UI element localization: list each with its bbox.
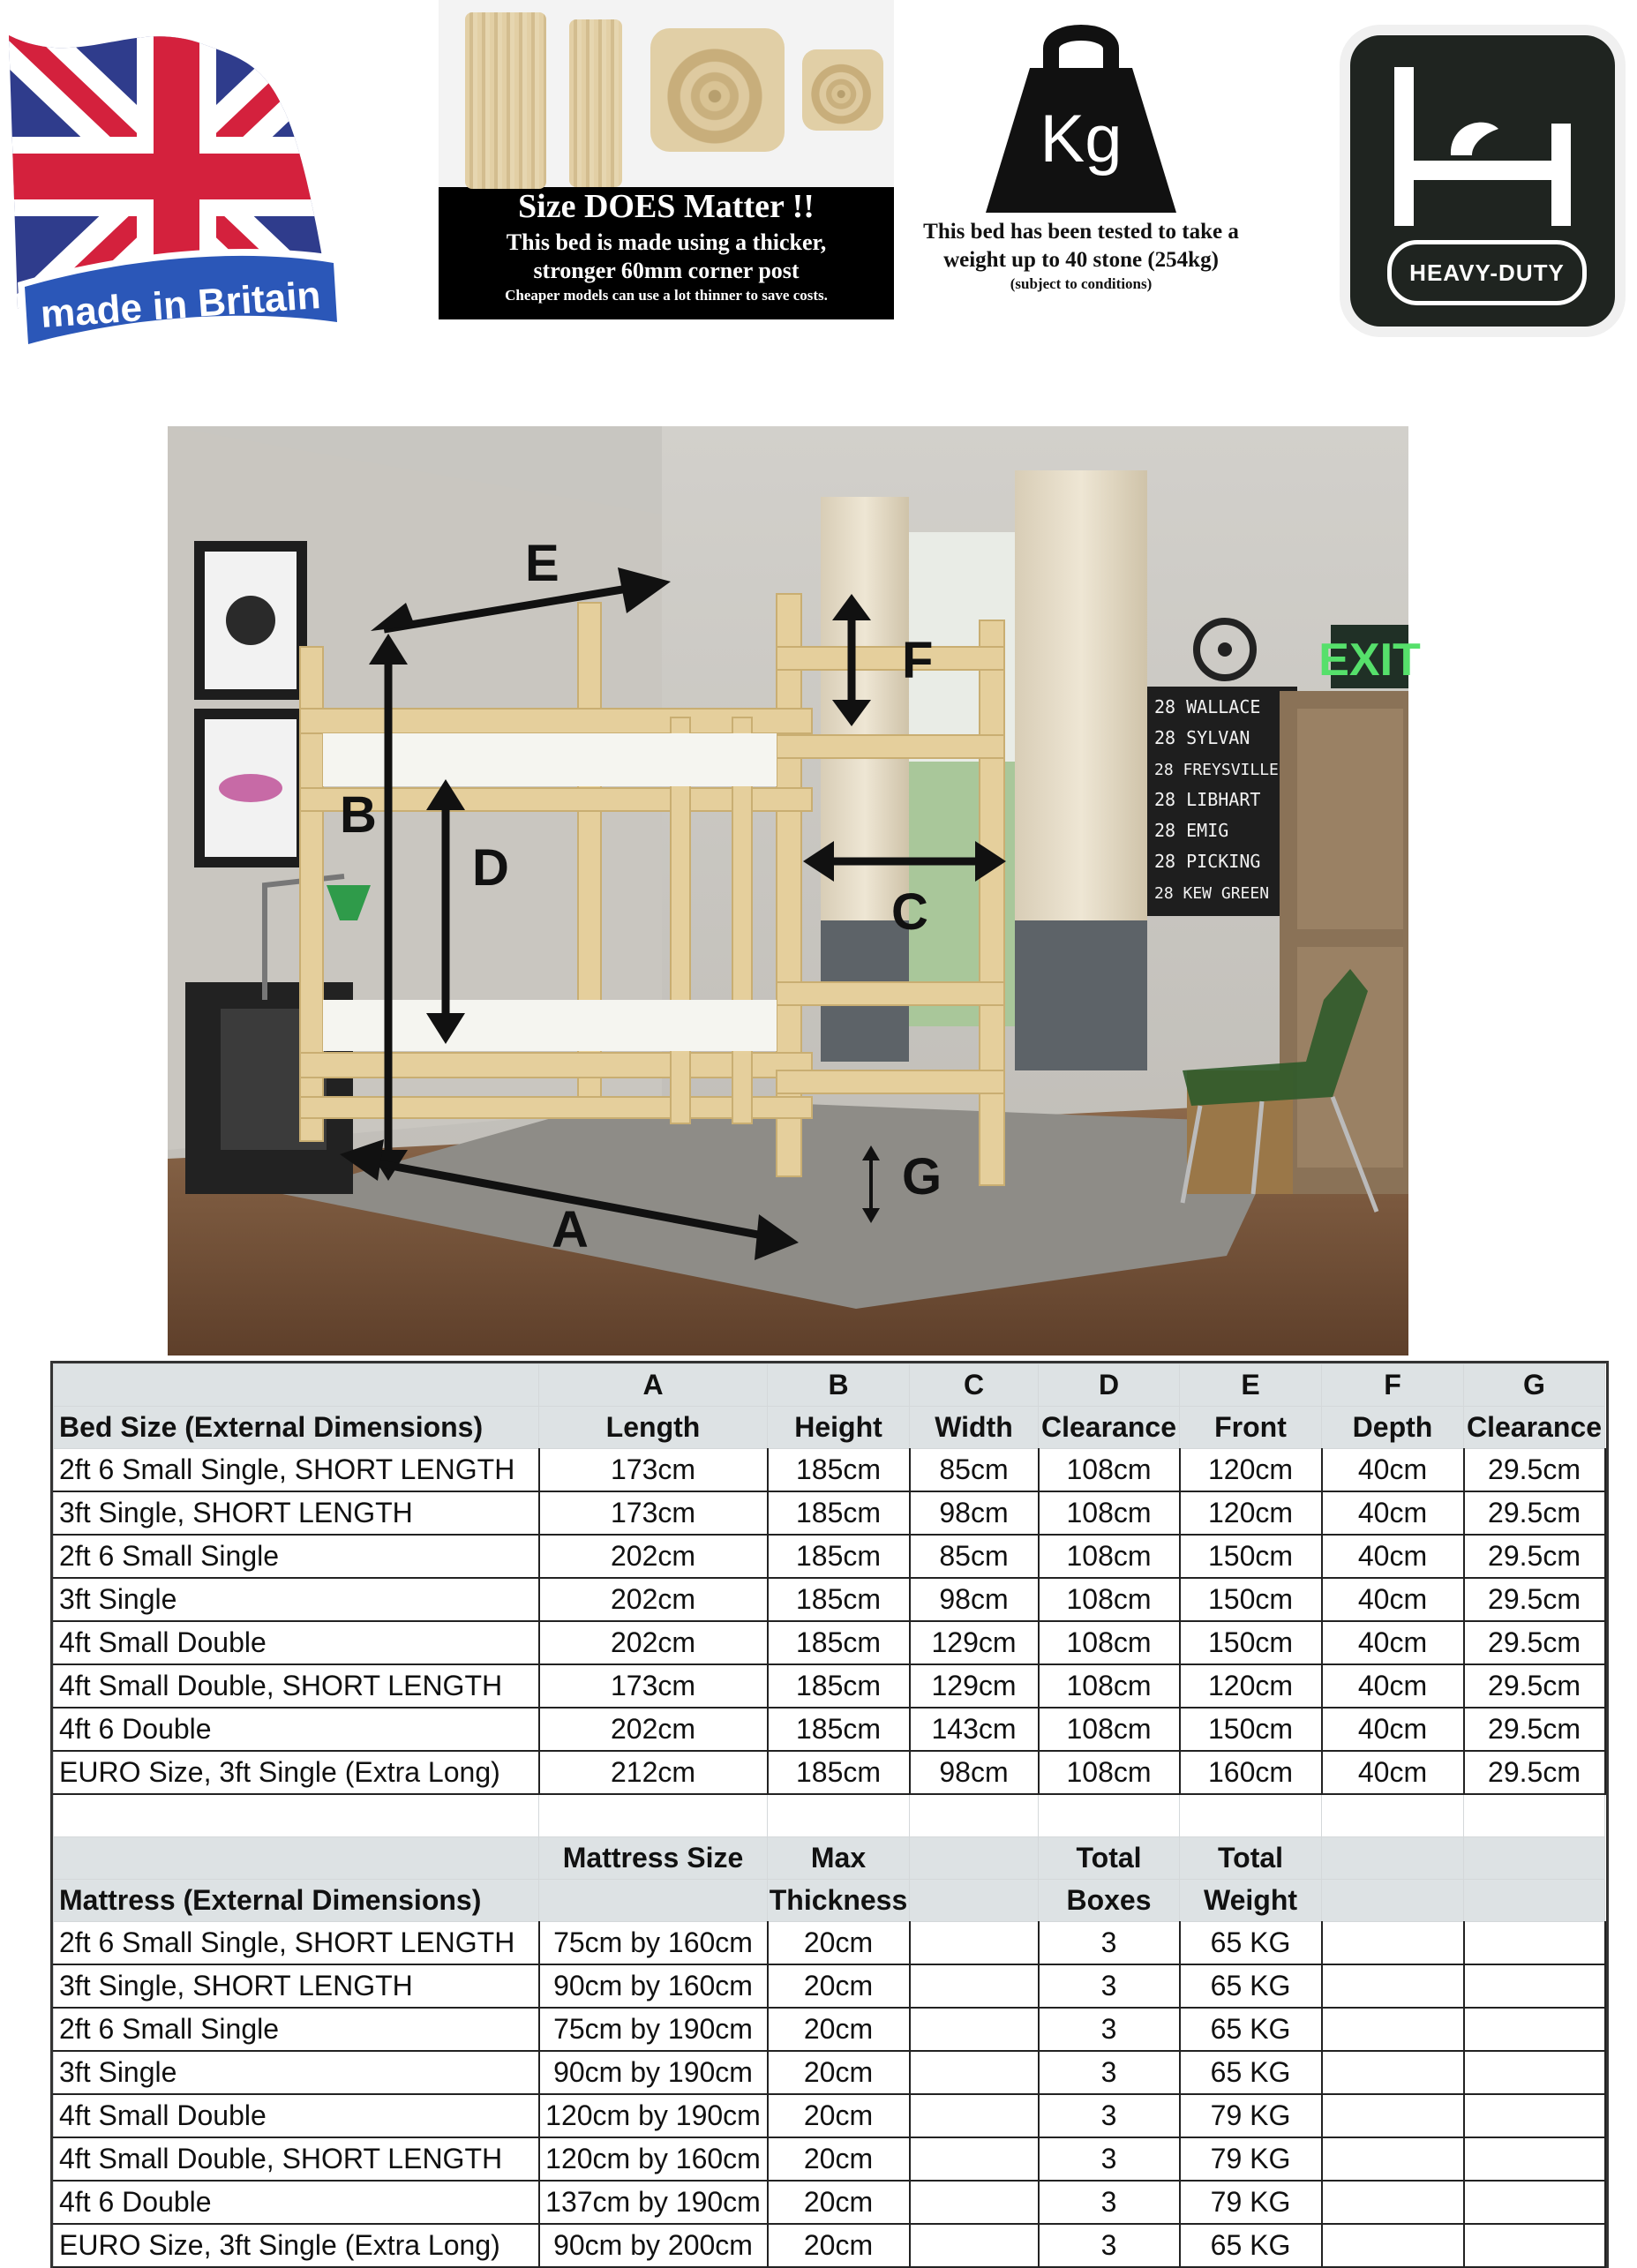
- bed-size-value: 129cm: [910, 1621, 1039, 1664]
- board-line-6: 28 PICKING: [1154, 851, 1261, 872]
- mattress-bed-name: 2ft 6 Small Single: [54, 2008, 539, 2051]
- bed-table-row: [54, 1751, 1605, 1794]
- empty-cell: [1464, 2181, 1605, 2224]
- mattress-table-row: [54, 2094, 1605, 2137]
- bed-size-value: 40cm: [1322, 1449, 1464, 1492]
- bed-size-value: 40cm: [1322, 1535, 1464, 1578]
- empty-cell: [910, 2094, 1039, 2137]
- mattress-value: 79 KG: [1180, 2094, 1322, 2137]
- mattress-table-row: [54, 1922, 1605, 1965]
- bed-size-value: 185cm: [768, 1491, 910, 1535]
- col-total-weight-1: Total: [1180, 1837, 1322, 1880]
- mattress-value: 90cm by 190cm: [539, 2051, 768, 2094]
- bed-size-name: 2ft 6 Small Single: [54, 1535, 539, 1578]
- bed-size-value: 185cm: [768, 1535, 910, 1578]
- bed-size-value: 202cm: [539, 1578, 768, 1621]
- bed-size-value: 40cm: [1322, 1664, 1464, 1708]
- mattress-value: 3: [1039, 2051, 1180, 2094]
- empty-cell: [910, 2224, 1039, 2267]
- bed-size-value: 129cm: [910, 1664, 1039, 1708]
- board-line-1: 28 WALLACE: [1154, 696, 1261, 717]
- board-line-2: 28 SYLVAN: [1154, 727, 1250, 748]
- empty-cell: [910, 2008, 1039, 2051]
- empty-cell: [1464, 1922, 1605, 1965]
- dimension-label-a: A: [552, 1201, 589, 1258]
- bed-size-name: 3ft Single, SHORT LENGTH: [54, 1491, 539, 1535]
- dimension-tables: [53, 1363, 1604, 2268]
- bed-size-value: 98cm: [910, 1578, 1039, 1621]
- exit-sign: EXIT: [1318, 635, 1421, 686]
- mattress-value: 65 KG: [1180, 1922, 1322, 1965]
- bed-size-value: 150cm: [1180, 1535, 1322, 1578]
- dimension-label-e: E: [525, 535, 559, 592]
- mattress-value: 3: [1039, 1922, 1180, 1965]
- mattress-value: 20cm: [768, 2181, 910, 2224]
- mattress-value: 120cm by 160cm: [539, 2137, 768, 2181]
- bed-icon: [1387, 62, 1578, 229]
- col-letter-f: F: [1322, 1364, 1464, 1407]
- bed-size-value: 40cm: [1322, 1491, 1464, 1535]
- bed-size-value: 108cm: [1039, 1664, 1180, 1708]
- bed-table-row: [54, 1535, 1605, 1578]
- empty-cell: [910, 2051, 1039, 2094]
- bed-size-value: 98cm: [910, 1751, 1039, 1794]
- bed-table-letter-row: [54, 1364, 1605, 1407]
- empty-cell: [1464, 2094, 1605, 2137]
- mattress-bed-name: 3ft Single: [54, 2051, 539, 2094]
- weight-line1: This bed has been tested to take a: [923, 220, 1239, 244]
- mattress-value: 137cm by 190cm: [539, 2181, 768, 2224]
- mattress-value: 3: [1039, 2137, 1180, 2181]
- mattress-value: 90cm by 160cm: [539, 1964, 768, 2008]
- size-matter-note: Cheaper models can use a lot thinner to save costs.: [505, 287, 828, 304]
- col-total-boxes-1: Total: [1039, 1837, 1180, 1880]
- empty-cell: [1322, 1964, 1464, 2008]
- bed-size-value: 173cm: [539, 1449, 768, 1492]
- col-letter-a: A: [539, 1364, 768, 1407]
- bed-size-name: 2ft 6 Small Single, SHORT LENGTH: [54, 1449, 539, 1492]
- mattress-value: 65 KG: [1180, 2051, 1322, 2094]
- dimension-label-f: F: [902, 632, 934, 689]
- bed-size-value: 29.5cm: [1464, 1708, 1605, 1751]
- col-clearance-g: Clearance: [1464, 1407, 1605, 1449]
- dimension-label-d: D: [472, 839, 509, 897]
- bed-size-value: 85cm: [910, 1535, 1039, 1578]
- size-matter-line1: This bed is made using a thicker,: [506, 229, 827, 255]
- empty-cell: [910, 1964, 1039, 2008]
- col-weight: Weight: [1180, 1880, 1322, 1922]
- bed-size-value: 143cm: [910, 1708, 1039, 1751]
- bed-size-value: 40cm: [1322, 1578, 1464, 1621]
- mattress-value: 79 KG: [1180, 2137, 1322, 2181]
- empty-cell: [1464, 1964, 1605, 2008]
- mattress-table-row: [54, 1964, 1605, 2008]
- col-front: Front: [1180, 1407, 1322, 1449]
- board-line-3: 28 FREYSVILLE: [1154, 761, 1279, 779]
- bed-table-header-row: [54, 1407, 1605, 1449]
- empty-cell: [1464, 2051, 1605, 2094]
- bed-size-value: 98cm: [910, 1491, 1039, 1535]
- col-width: Width: [910, 1407, 1039, 1449]
- empty-cell: [1322, 2181, 1464, 2224]
- bed-size-value: 29.5cm: [1464, 1491, 1605, 1535]
- mattress-table-title: Mattress (External Dimensions): [54, 1880, 539, 1922]
- bed-size-value: 120cm: [1180, 1491, 1322, 1535]
- board-line-4: 28 LIBHART: [1154, 789, 1261, 810]
- mattress-value: 3: [1039, 2181, 1180, 2224]
- bed-size-value: 40cm: [1322, 1621, 1464, 1664]
- bed-size-value: 173cm: [539, 1664, 768, 1708]
- bed-size-table: [53, 1363, 1606, 2268]
- mattress-bed-name: 4ft 6 Double: [54, 2181, 539, 2224]
- bed-size-value: 150cm: [1180, 1578, 1322, 1621]
- mattress-value: 20cm: [768, 2224, 910, 2267]
- union-flag-icon: [0, 18, 353, 353]
- empty-cell: [910, 2137, 1039, 2181]
- mattress-value: 3: [1039, 2224, 1180, 2267]
- corner-post-badge: [439, 0, 894, 319]
- empty-cell: [1322, 2094, 1464, 2137]
- mattress-table-row: [54, 2051, 1605, 2094]
- mattress-bed-name: 4ft Small Double, SHORT LENGTH: [54, 2137, 539, 2181]
- bed-size-value: 85cm: [910, 1449, 1039, 1492]
- mattress-table-row: [54, 2224, 1605, 2267]
- col-letter-d: D: [1039, 1364, 1180, 1407]
- empty-cell: [910, 1922, 1039, 1965]
- mattress-value: 65 KG: [1180, 2008, 1322, 2051]
- bed-size-value: 40cm: [1322, 1751, 1464, 1794]
- bed-size-value: 202cm: [539, 1535, 768, 1578]
- mattress-value: 65 KG: [1180, 2224, 1322, 2267]
- bed-size-value: 185cm: [768, 1621, 910, 1664]
- bed-size-value: 108cm: [1039, 1535, 1180, 1578]
- bed-size-value: 202cm: [539, 1621, 768, 1664]
- mattress-value: 20cm: [768, 2051, 910, 2094]
- col-letter-e: E: [1180, 1364, 1322, 1407]
- heavy-duty-badge: [1350, 35, 1615, 327]
- mattress-value: 20cm: [768, 1964, 910, 2008]
- bed-size-value: 108cm: [1039, 1449, 1180, 1492]
- bed-table-row: [54, 1578, 1605, 1621]
- bed-size-value: 40cm: [1322, 1708, 1464, 1751]
- empty-cell: [1322, 2051, 1464, 2094]
- kettlebell-weight-icon: [977, 22, 1185, 216]
- mattress-value: 20cm: [768, 2094, 910, 2137]
- bed-size-value: 185cm: [768, 1664, 910, 1708]
- bed-size-value: 120cm: [1180, 1449, 1322, 1492]
- kg-label: Kg: [1040, 101, 1123, 176]
- bed-size-value: 150cm: [1180, 1621, 1322, 1664]
- weight-badge: [896, 22, 1266, 313]
- empty-cell: [1464, 2137, 1605, 2181]
- empty-cell: [1322, 1922, 1464, 1965]
- bed-table-row: [54, 1621, 1605, 1664]
- bed-size-value: 108cm: [1039, 1751, 1180, 1794]
- bed-table-row: [54, 1449, 1605, 1492]
- bed-size-value: 160cm: [1180, 1751, 1322, 1794]
- mattress-value: 3: [1039, 1964, 1180, 2008]
- board-line-5: 28 EMIG: [1154, 820, 1229, 841]
- mattress-value: 20cm: [768, 2137, 910, 2181]
- mattress-table-row: [54, 2137, 1605, 2181]
- bed-size-value: 108cm: [1039, 1708, 1180, 1751]
- empty-cell: [1464, 2224, 1605, 2267]
- mattress-value: 3: [1039, 2094, 1180, 2137]
- size-matter-line2: stronger 60mm corner post: [533, 258, 800, 283]
- mattress-value: 75cm by 190cm: [539, 2008, 768, 2051]
- mattress-bed-name: 3ft Single, SHORT LENGTH: [54, 1964, 539, 2008]
- mattress-bed-name: 4ft Small Double: [54, 2094, 539, 2137]
- bed-size-value: 108cm: [1039, 1491, 1180, 1535]
- mattress-bed-name: EURO Size, 3ft Single (Extra Long): [54, 2224, 539, 2267]
- bed-size-value: 29.5cm: [1464, 1449, 1605, 1492]
- col-boxes: Boxes: [1039, 1880, 1180, 1922]
- bed-size-value: 150cm: [1180, 1708, 1322, 1751]
- mattress-table-row: [54, 2181, 1605, 2224]
- bed-size-value: 185cm: [768, 1578, 910, 1621]
- bed-size-value: 29.5cm: [1464, 1535, 1605, 1578]
- spacer-row: [54, 1794, 1605, 1837]
- dimension-label-b: B: [340, 786, 377, 844]
- bed-size-name: 3ft Single: [54, 1578, 539, 1621]
- mattress-value: 120cm by 190cm: [539, 2094, 768, 2137]
- col-length: Length: [539, 1407, 768, 1449]
- mattress-value: 20cm: [768, 2008, 910, 2051]
- mattress-value: 90cm by 200cm: [539, 2224, 768, 2267]
- mattress-table-header-row-1: [54, 1837, 1605, 1880]
- col-max: Max: [768, 1837, 910, 1880]
- bed-size-value: 108cm: [1039, 1578, 1180, 1621]
- mattress-value: 75cm by 160cm: [539, 1922, 768, 1965]
- col-thickness: Thickness: [768, 1880, 910, 1922]
- col-letter-c: C: [910, 1364, 1039, 1407]
- bed-size-name: 4ft Small Double: [54, 1621, 539, 1664]
- bed-size-value: 29.5cm: [1464, 1578, 1605, 1621]
- empty-cell: [1322, 2224, 1464, 2267]
- board-line-7: 28 KEW GREEN: [1154, 884, 1270, 903]
- bed-table-row: [54, 1491, 1605, 1535]
- bed-size-name: 4ft 6 Double: [54, 1708, 539, 1751]
- bed-table-row: [54, 1708, 1605, 1751]
- mattress-value: 3: [1039, 2008, 1180, 2051]
- bed-size-value: 185cm: [768, 1708, 910, 1751]
- bed-size-value: 185cm: [768, 1751, 910, 1794]
- corner-post-photo: [439, 0, 894, 187]
- bed-size-value: 108cm: [1039, 1621, 1180, 1664]
- made-in-britain-text: made in Britain: [39, 273, 322, 337]
- weight-line2: weight up to 40 stone (254kg): [943, 248, 1219, 272]
- made-in-britain-badge: [0, 18, 353, 353]
- bunk-bed-photo: [168, 426, 1421, 1356]
- bed-size-name: 4ft Small Double, SHORT LENGTH: [54, 1664, 539, 1708]
- bed-table-row: [54, 1664, 1605, 1708]
- col-letter-g: G: [1464, 1364, 1605, 1407]
- empty-cell: [1322, 2008, 1464, 2051]
- mattress-value: 20cm: [768, 1922, 910, 1965]
- bed-table-title: Bed Size (External Dimensions): [54, 1407, 539, 1449]
- dimension-label-g: G: [902, 1148, 942, 1205]
- bed-size-value: 29.5cm: [1464, 1621, 1605, 1664]
- col-mattress-size: Mattress Size: [539, 1837, 768, 1880]
- bed-size-value: 212cm: [539, 1751, 768, 1794]
- mattress-bed-name: 2ft 6 Small Single, SHORT LENGTH: [54, 1922, 539, 1965]
- mattress-value: 65 KG: [1180, 1964, 1322, 2008]
- heavy-duty-label: HEAVY-DUTY: [1387, 240, 1587, 305]
- empty-cell: [1322, 2137, 1464, 2181]
- bed-size-value: 29.5cm: [1464, 1751, 1605, 1794]
- mattress-table-row: [54, 2008, 1605, 2051]
- bed-size-value: 29.5cm: [1464, 1664, 1605, 1708]
- bed-size-value: 173cm: [539, 1491, 768, 1535]
- bed-size-value: 185cm: [768, 1449, 910, 1492]
- bed-size-value: 202cm: [539, 1708, 768, 1751]
- empty-cell: [910, 2181, 1039, 2224]
- empty-cell: [1464, 2008, 1605, 2051]
- size-matter-title: Size DOES Matter !!: [518, 188, 815, 225]
- mattress-value: 79 KG: [1180, 2181, 1322, 2224]
- weight-note: (subject to conditions): [1010, 275, 1153, 292]
- col-clearance-d: Clearance: [1039, 1407, 1180, 1449]
- col-letter-b: B: [768, 1364, 910, 1407]
- mattress-table-header-row-2: [54, 1880, 1605, 1922]
- dimension-label-c: C: [891, 883, 928, 941]
- bed-size-value: 120cm: [1180, 1664, 1322, 1708]
- col-depth: Depth: [1322, 1407, 1464, 1449]
- bed-size-name: EURO Size, 3ft Single (Extra Long): [54, 1751, 539, 1794]
- col-height: Height: [768, 1407, 910, 1449]
